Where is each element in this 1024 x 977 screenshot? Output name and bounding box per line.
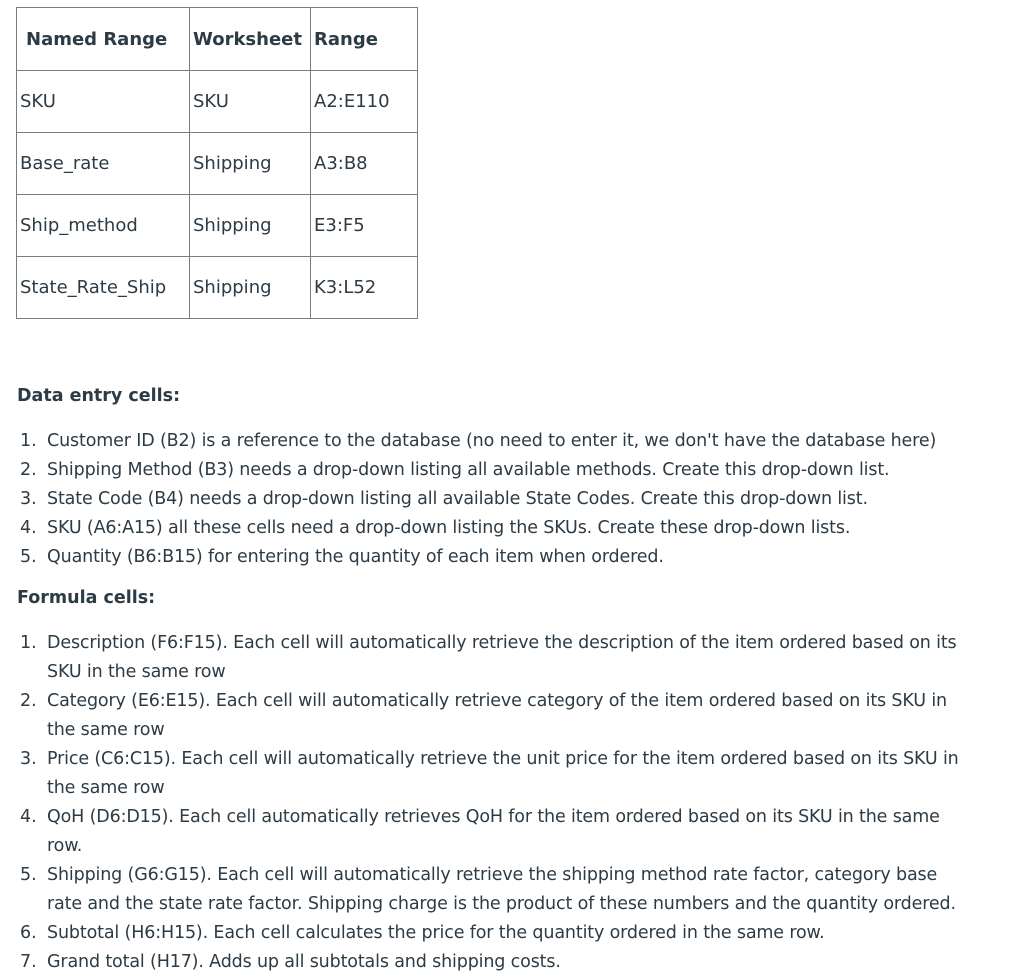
list-item [0, 745, 960, 803]
formula-heading: Formula cells: [17, 588, 156, 608]
list-item-number: 3. [20, 749, 37, 769]
list-item-number: 2. [20, 460, 37, 480]
list-item-number: 1. [20, 633, 37, 653]
list-item [0, 485, 960, 514]
table-row [17, 71, 418, 133]
list-item-text: SKU (A6:A15) all these cells need a drop-down listing the SKUs. Create these drop-down lists. [47, 518, 851, 538]
list-item-text: Category (E6:E15). Each cell will automatically retrieve category of the item ordered based on its SKU in the same row [47, 691, 947, 740]
list-item-number: 4. [20, 518, 37, 538]
list-item [0, 456, 960, 485]
list-item-text: Customer ID (B2) is a reference to the database (no need to enter it, we don't have the database here) [47, 431, 937, 451]
cell-named-range: Base_rate [17, 133, 190, 195]
list-item [0, 687, 960, 745]
header-worksheet: Worksheet [190, 8, 311, 71]
list-item [0, 629, 960, 687]
table-header-row [17, 8, 418, 71]
list-item-text: Price (C6:C15). Each cell will automatically retrieve the unit price for the item ordered based on its SKU in the same row [47, 749, 959, 798]
list-item-text: Shipping (G6:G15). Each cell will automatically retrieve the shipping method rate factor, category base rate and the state rate factor. Shipping charge is the product of these numbers and the quantity ordered. [47, 865, 956, 914]
cell-worksheet: Shipping [190, 133, 311, 195]
data-entry-list [0, 427, 960, 572]
cell-range: K3:L52 [311, 257, 418, 319]
list-item-number: 5. [20, 865, 37, 885]
list-item-text: Description (F6:F15). Each cell will automatically retrieve the description of the item ordered based on its SKU in the same row [47, 633, 957, 682]
list-item-text: State Code (B4) needs a drop-down listing all available State Codes. Create this drop-down list. [47, 489, 868, 509]
cell-named-range: State_Rate_Ship [17, 257, 190, 319]
list-item [0, 543, 960, 572]
list-item-text: Quantity (B6:B15) for entering the quantity of each item when ordered. [47, 547, 664, 567]
list-item [0, 919, 960, 948]
list-item-number: 4. [20, 807, 37, 827]
cell-range: A2:E110 [311, 71, 418, 133]
cell-worksheet: Shipping [190, 257, 311, 319]
list-item [0, 861, 960, 919]
list-item-number: 6. [20, 923, 37, 943]
list-item-text: Shipping Method (B3) needs a drop-down listing all available methods. Create this drop-down list. [47, 460, 890, 480]
cell-worksheet: Shipping [190, 195, 311, 257]
table-row [17, 195, 418, 257]
list-item [0, 803, 960, 861]
list-item [0, 427, 960, 456]
list-item-text: QoH (D6:D15). Each cell automatically retrieves QoH for the item ordered based on its SKU in the same row. [47, 807, 940, 856]
cell-range: E3:F5 [311, 195, 418, 257]
list-item-number: 1. [20, 431, 37, 451]
formula-list [0, 629, 960, 977]
table-row [17, 257, 418, 319]
list-item-number: 3. [20, 489, 37, 509]
header-range: Range [311, 8, 418, 71]
list-item [0, 514, 960, 543]
named-ranges-table [16, 7, 418, 319]
table-row [17, 133, 418, 195]
cell-named-range: SKU [17, 71, 190, 133]
list-item-number: 2. [20, 691, 37, 711]
list-item-number: 5. [20, 547, 37, 567]
data-entry-heading: Data entry cells: [17, 386, 181, 406]
list-item-text: Grand total (H17). Adds up all subtotals and shipping costs. [47, 952, 561, 972]
list-item [0, 948, 960, 977]
cell-named-range: Ship_method [17, 195, 190, 257]
cell-worksheet: SKU [190, 71, 311, 133]
list-item-text: Subtotal (H6:H15). Each cell calculates the price for the quantity ordered in the same row. [47, 923, 825, 943]
header-named-range: Named Range [17, 8, 190, 71]
cell-range: A3:B8 [311, 133, 418, 195]
list-item-number: 7. [20, 952, 37, 972]
